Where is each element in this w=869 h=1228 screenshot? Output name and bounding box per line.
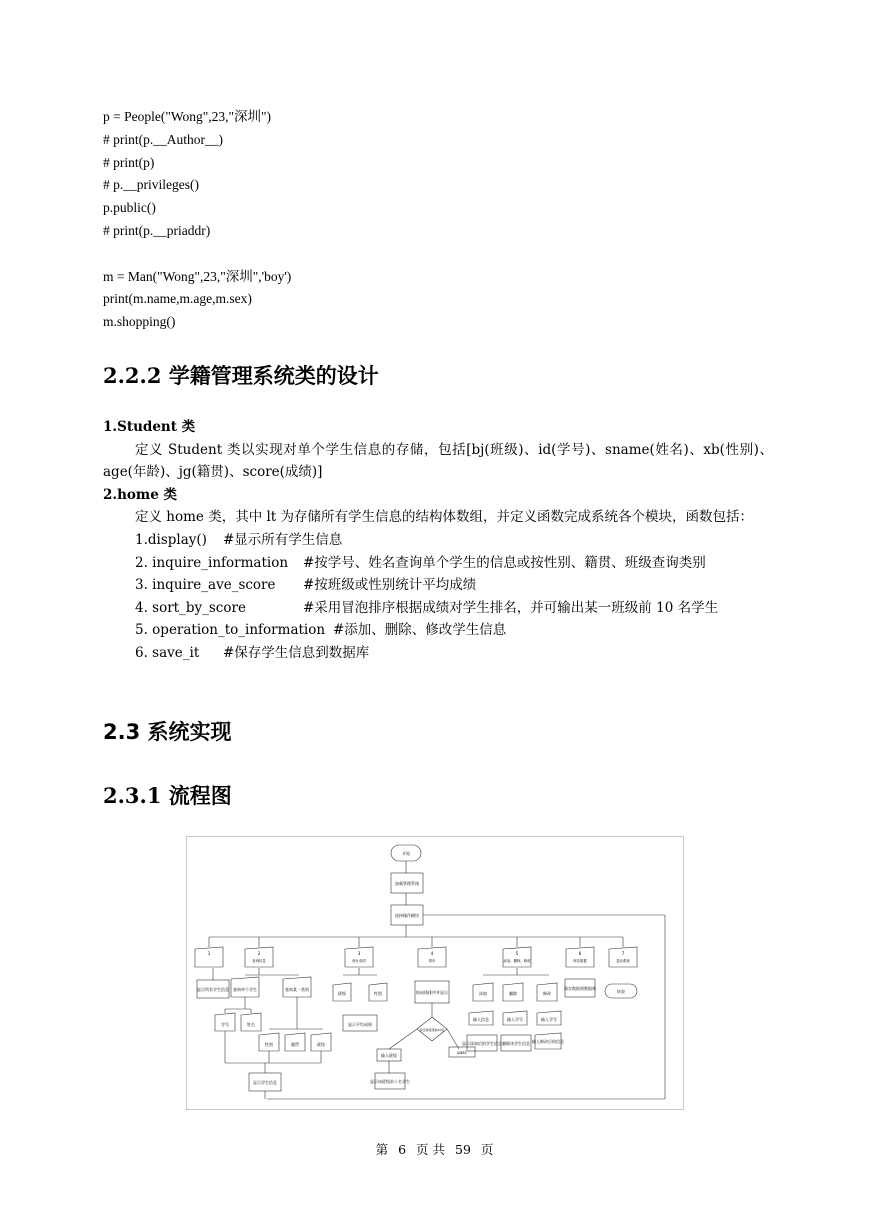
function-item — [103, 597, 773, 620]
student-class-title: 1.Student 类 — [103, 419, 196, 435]
fc-menu-node — [609, 947, 637, 967]
fc-mod-text: 修改 — [543, 991, 551, 996]
fc-native-text: 籍贯 — [291, 1042, 299, 1047]
fc-menu-label: 排序 — [428, 959, 436, 963]
fc-name-text: 姓名 — [247, 1022, 255, 1027]
fc-menu-label: 查询信息 — [252, 959, 266, 963]
fc-menu-node — [566, 947, 594, 967]
flowchart-figure — [186, 836, 684, 1110]
function-name: 5. operation_to_information — [135, 622, 326, 639]
code-block — [103, 106, 291, 334]
fc-by-class-text: 班级 — [338, 991, 346, 996]
fc-menu-num: 7 — [621, 951, 625, 956]
function-comment: #按班级或性别统计平均成绩 — [303, 577, 477, 594]
fc-avg-text: 显示平均成绩 — [348, 1022, 372, 1027]
code-line: # print(p) — [103, 154, 155, 170]
fc-add-text: 添加 — [479, 991, 487, 996]
fc-menu-label: 添加、删除、修改 — [503, 959, 531, 963]
function-comment: #保存学生信息到数据库 — [223, 644, 370, 661]
function-name: 6. save_it — [135, 644, 200, 661]
fc-menu-num: 4 — [430, 951, 434, 956]
class-descriptions — [103, 416, 773, 665]
code-line: # p.__privileges() — [103, 177, 199, 193]
student-class-desc: 定义 Student 类以实现对单个学生信息的存储，包括[bj(班级)、id(学号)、sname(姓名)、xb(性别)、age(年龄)、jg(籍贯)、score(成绩)] — [103, 441, 773, 481]
fc-select-text: 选择操作模块 — [395, 913, 419, 918]
code-line: # print(p.__Author__) — [103, 131, 223, 147]
footer-mid: 页 共 — [416, 1142, 446, 1157]
footer-pre: 第 — [375, 1142, 389, 1157]
fc-menu-node — [195, 947, 223, 967]
fc-input-id2-text: 输入学号 — [541, 1017, 557, 1022]
fc-no-text: pass — [457, 1050, 467, 1055]
function-item — [103, 642, 773, 665]
fc-by-sex-text: 性别 — [374, 991, 382, 996]
function-item — [103, 619, 773, 642]
function-comment: #采用冒泡排序根据成绩对学生排名，并可输出某一班级前 10 名学生 — [303, 599, 719, 616]
fc-menu-num: 1 — [207, 951, 211, 956]
function-item — [103, 529, 773, 552]
fc-start-text: 开始 — [402, 851, 410, 856]
function-name: 4. sort_by_score — [135, 599, 246, 616]
fc-menu-node — [345, 947, 373, 967]
fc-yes-text: 输入班级 — [381, 1053, 397, 1058]
fc-end-text: 结束 — [617, 989, 625, 994]
page-footer — [0, 1140, 869, 1158]
code-line: p = People("Wong",23,"深圳") — [103, 109, 272, 124]
code-line: # print(p.__priaddr) — [103, 222, 211, 238]
fc-menu-num: 2 — [257, 951, 261, 956]
fc-menu-label: 统计成绩 — [352, 959, 366, 963]
function-comment: #添加、删除、修改学生信息 — [333, 622, 507, 639]
code-line: m.shopping() — [103, 314, 176, 330]
section-heading-2-2-2: 2.2.2 学籍管理系统类的设计 — [103, 363, 379, 388]
footer-page-total: 59 — [455, 1142, 471, 1157]
fc-top10-text: 显示该班级前十名学生 — [370, 1079, 410, 1084]
code-line — [103, 243, 291, 266]
fc-menu-node — [418, 947, 446, 967]
fc-single-text: 查询单个学生 — [233, 987, 257, 992]
fc-menu-num: 6 — [578, 951, 582, 956]
footer-suf: 页 — [480, 1142, 494, 1157]
function-comment: #按学号、姓名查询单个学生的信息或按性别、籍贯、班级查询类别 — [303, 554, 706, 571]
fc-menu-num: 5 — [515, 951, 519, 956]
function-item — [103, 552, 773, 575]
function-name: 2. inquire_information — [135, 554, 289, 571]
fc-cls-text: 班级 — [317, 1042, 325, 1047]
fc-del-text: 删除 — [509, 991, 517, 996]
home-class-desc: 定义 home 类，其中 lt 为存储所有学生信息的结构体数组，并定义函数完成系统各个模块，函数包括： — [135, 509, 754, 526]
code-line: m = Man("Wong",23,"深圳",'boy') — [103, 268, 292, 284]
fc-menu-num: 3 — [357, 951, 361, 956]
fc-category-text: 查询某一类别 — [285, 987, 309, 992]
fc-menu-node — [503, 947, 531, 967]
function-item — [103, 574, 773, 597]
code-line: p.public() — [103, 200, 156, 216]
fc-save-db-text: 保存数据到数据库 — [564, 986, 596, 991]
fc-is-top-text: 是否按班级前10名 — [419, 1028, 445, 1032]
home-class-title: 2.home 类 — [103, 486, 177, 503]
fc-added-text: 显示添加后的学生信息 — [462, 1041, 502, 1046]
fc-login-text: 加载管理系统 — [395, 881, 419, 886]
fc-menu-branches — [195, 937, 637, 967]
footer-page-number: 6 — [398, 1142, 407, 1157]
fc-input-id1-text: 输入学号 — [507, 1017, 523, 1022]
function-name: 3. inquire_ave_score — [135, 577, 276, 594]
fc-sex-text: 性别 — [265, 1042, 273, 1047]
fc-menu-node — [245, 947, 273, 967]
fc-show-result-text: 显示学生信息 — [253, 1080, 277, 1085]
fc-menu-label: 保存数据 — [573, 959, 587, 963]
function-name: 1.display() — [135, 531, 207, 548]
section-heading-2-3: 2.3 系统实现 — [103, 720, 232, 744]
fc-input-info-text: 输入信息 — [473, 1017, 489, 1022]
function-list — [103, 529, 773, 665]
code-line: print(m.name,m.age,m.sex) — [103, 291, 252, 307]
fc-input-mod-text: 输入修改后的信息 — [532, 1039, 564, 1044]
function-comment: #显示所有学生信息 — [223, 531, 343, 548]
section-heading-2-3-1: 2.3.1 流程图 — [103, 783, 232, 808]
fc-deleted-text: 删除该学生信息 — [502, 1041, 530, 1046]
fc-id-text: 学号 — [221, 1022, 229, 1027]
fc-menu-label: 退出系统 — [616, 959, 630, 963]
flowchart-svg — [187, 837, 683, 1109]
fc-sort-text: 按成绩排序并显示 — [416, 990, 448, 995]
fc-display-all-text: 显示所有学生信息 — [197, 987, 229, 992]
